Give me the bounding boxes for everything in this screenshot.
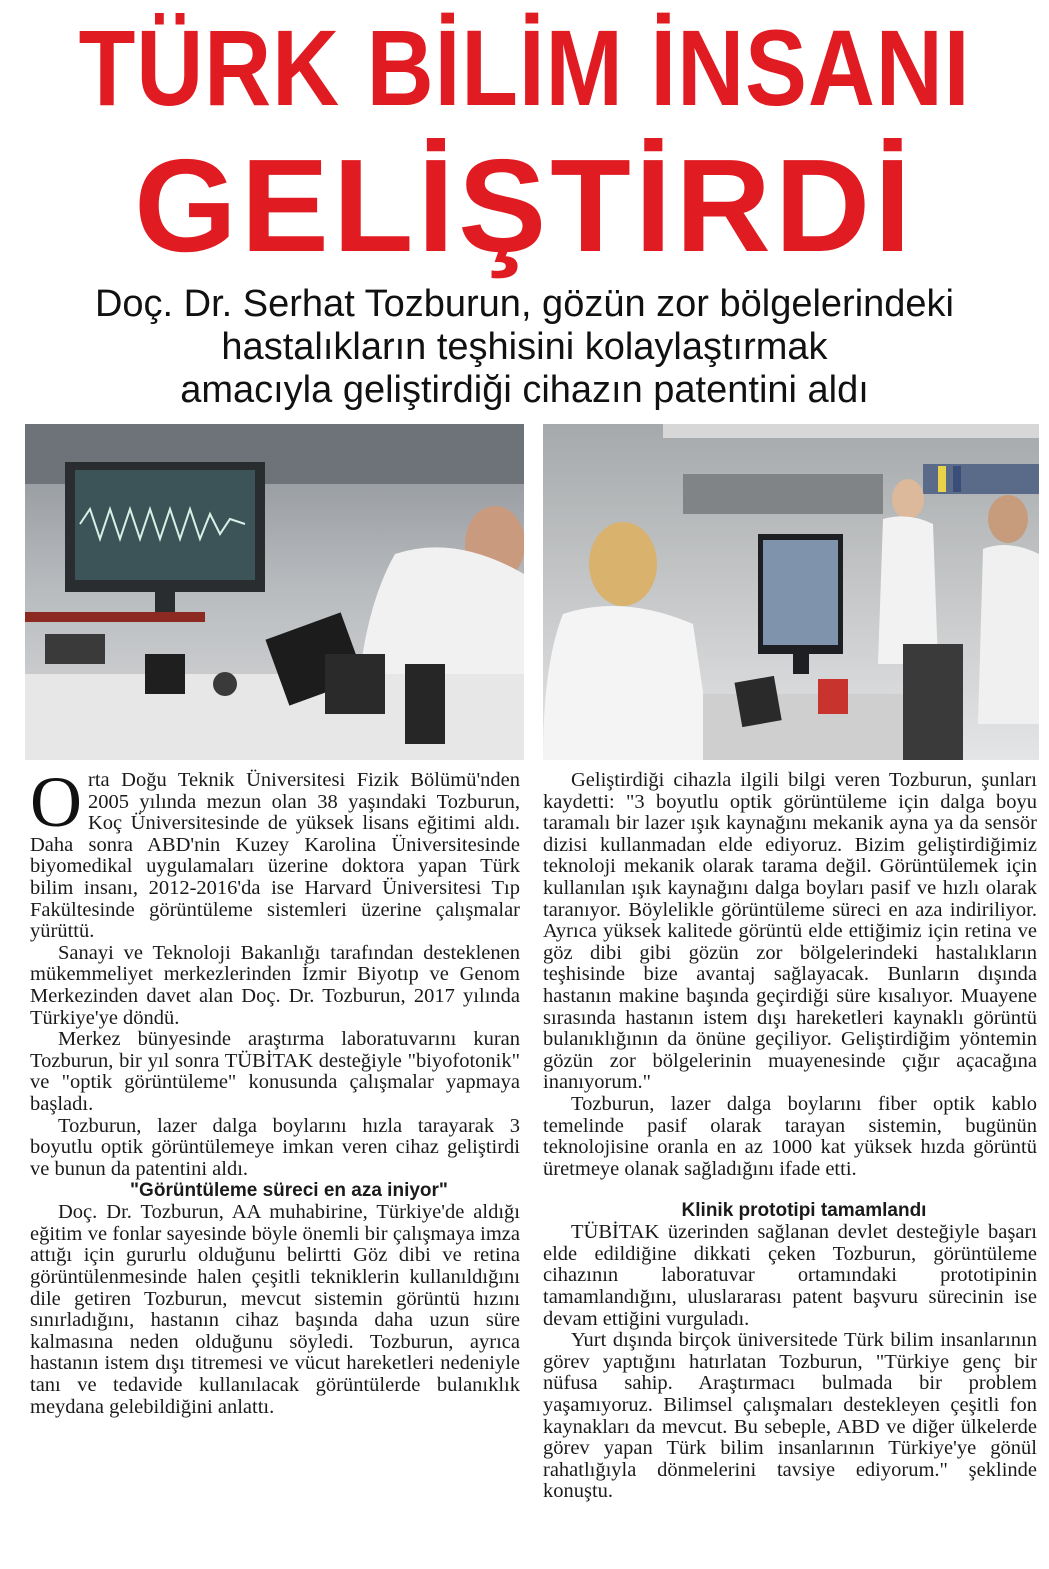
deck-line-1: Doç. Dr. Serhat Tozburun, gözün zor bölgelerindeki: [94, 283, 954, 325]
article-paragraph: Merkez bünyesinde araştırma laboratuvarını kuran Tozburun, bir yıl sonra TÜBİTAK desteğiyle "biyofotonik" ve "optik görüntüleme" konusunda çalışmalar yapmaya başladı.: [30, 1028, 520, 1115]
article-paragraph: Doç. Dr. Tozburun, AA muhabirine, Türkiye'de aldığı eğitim ve fonlar sayesinde böyle önemli bir çalışmaya imza attığı için gururlu olduğunu belirtti Göz dibi ve retina görüntülenmesinde halen çeşitli tekniklerin kullanıldığını dile getiren Tozburun, mevcut sistemin görüntü hızını sınırladığını, hastanın cihaz başında daha uzun süre kalmasına neden olduğunu söyledi. Tozburun, ayrıca hastanın istem dışı titremesi ve vücut hareketleri nedeniyle tanı ve tedavide kullanılacak görüntülerde bulanıklık meydana gelebildiğini anlattı.: [30, 1201, 520, 1418]
headline-line-2: GELİŞTİRDİ: [134, 132, 915, 279]
article-paragraph: Sanayi ve Teknoloji Bakanlığı tarafından desteklenen mükemmeliyet merkezlerinden İzmir Biyotıp ve Genom Merkezinden davet alan Doç. Dr. Tozburun, 2017 yılında Türkiye'ye döndü.: [30, 941, 520, 1029]
headline-line-1: TÜRK BİLİM İNSANI: [78, 7, 971, 128]
photo-lab-scientist: [25, 424, 524, 760]
article-paragraph: Tozburun, lazer dalga boylarını hızla tarayarak 3 boyutlu optik görüntülemeye imkan veren cihaz geliştirdi ve bunun da patentini aldı.: [30, 1114, 520, 1180]
article-column-left: [30, 762, 520, 1418]
article-paragraph: Geliştirdiği cihazla ilgili bilgi veren Tozburun, şunları kaydetti: "3 boyutlu optik görüntüleme için dalga boyu taramalı bir lazer ışık kaynağını mekanik ayna ya da sensör dizisi kullanmadan elde ediyoruz. Bizim geliştirdiğimiz teknoloji mekanik olarak tarama değil. Görüntülemek için kullanılan ışık kaynağını dalga boyları pasif ve hızlı olarak taranıyor. Böylelikle görüntüleme süreci en aza indiriliyor. Ayrıca yüksek kalitede görüntü elde ettiğimiz için retina ve göz dibi gibi gözün zor bölgelerindeki hastalıkların teşhisinde bize avantaj sağlayacak. Bunların dışında hastanın makine başında geçirdiği süre kısalıyor. Muayene sırasında hastanın istem dışı hareketleri kaynaklı görüntü bulanıklığının da önüne geçiliyor. Geliştirdiğim yöntemin gözün zor bölgelerinin muayenesinde çığır açacağına inanıyorum.": [543, 769, 1037, 1094]
paragraph-text: rta Doğu Teknik Üniversitesi Fizik Bölümü'nden 2005 yılında mezun olan 38 yaşındaki Tozburun, Koç Üniversitesinde de yüksek lisans eğitimi aldı. Daha sonra ABD'nin Kuzey Karolina Üniversitesinde biyomedikal uygulamaları üzerine doktora yapan Türk bilim insanı, 2012-2016'da ise Harvard Üniversitesi Tıp Fakültesinde görüntüleme sistemleri üzerine çalışmalar yürüttü.: [30, 769, 520, 943]
article-paragraph: Tozburun, lazer dalga boylarını fiber optik kablo temelinde pasif olarak tarayan sistemin, bugünün teknolojisine oranla en az 1000 kat yüksek hızda görüntü üretmeye olanak sağladığını ifade etti.: [543, 1092, 1037, 1180]
article-paragraph: TÜBİTAK üzerinden sağlanan devlet desteğiyle başarı elde edildiğine dikkati çeken Tozburun, görüntüleme cihazının laboratuvar ortamındaki prototipinin tamamlandığını, uluslararası patent başvuru sürecinin ise devam ettiğini vurguladı.: [543, 1221, 1037, 1330]
drop-cap: O: [30, 762, 82, 842]
subheading: Klinik prototipi tamamlandı: [681, 1200, 927, 1222]
article-paragraph: [30, 762, 520, 943]
deck-line-3: amacıyla geliştirdiği cihazın patentini aldı: [180, 369, 869, 411]
subheading: "Görüntüleme süreci en aza iniyor": [130, 1180, 448, 1202]
deck-line-2: hastalıkların teşhisini kolaylaştırmak: [221, 326, 828, 368]
deck: [0, 283, 1049, 412]
article-paragraph: Yurt dışında birçok üniversitede Türk bilim insanlarının görev yaptığını hatırlatan Tozburun, "Türkiye genç bir nüfusa sahip. Araştırmacı bulmada bir problem yaşamıyoruz. Bilimsel çalışmaları destekleyen çeşitli fon kaynakları da mevcut. Bu sebeple, ABD ve diğer ülkelerde görev yapan Türk bilim insanlarının Türkiye'ye gönül rahatlığıyla dönmelerini tavsiye ediyorum." şeklinde konuştu.: [543, 1329, 1037, 1503]
article-column-right: [543, 770, 1037, 1503]
photo-lab-researchers: [543, 424, 1039, 760]
